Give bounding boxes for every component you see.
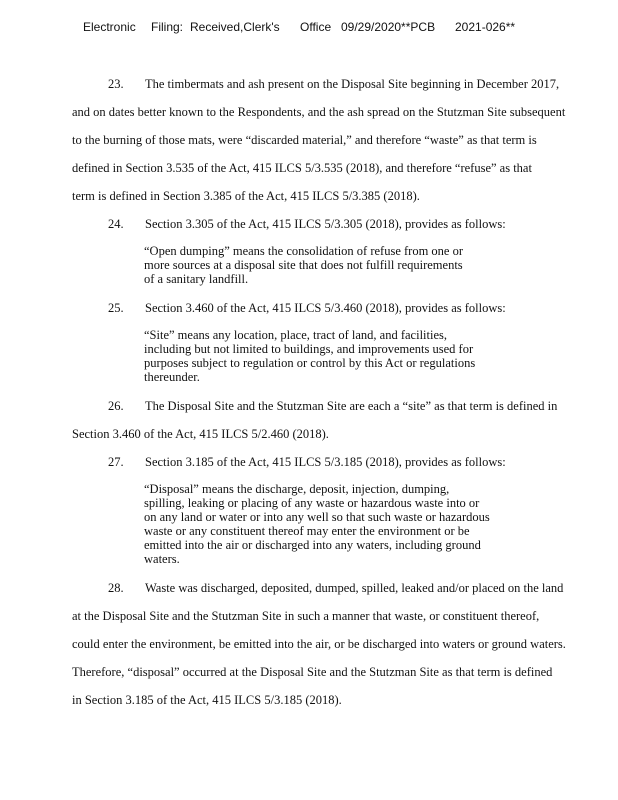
paragraph-line: The timbermats and ash present on the Disposal Site beginning in December 2017,: [145, 77, 560, 91]
header-office: Office: [300, 20, 332, 34]
quote-line: including but not limited to buildings, and improvements used for: [144, 342, 474, 356]
paragraph-number: 27.: [108, 455, 124, 469]
paragraph-line: Waste was discharged, deposited, dumped, spilled, leaked and/or placed on the land: [145, 581, 564, 595]
paragraph-line: Therefore, “disposal” occurred at the Disposal Site and the Stutzman Site as that term is defined: [72, 665, 553, 679]
header-electronic: Electronic: [83, 20, 136, 34]
paragraph-26: [72, 392, 592, 448]
quote-line: on any land or water or into any well so that such waste or hazardous: [144, 510, 490, 524]
quote-line: “Site” means any location, place, tract of land, and facilities,: [144, 328, 448, 342]
paragraph-24: [72, 210, 592, 286]
block-quote-open-dumping: [144, 244, 504, 286]
document-body: [72, 70, 592, 714]
paragraph-number: 23.: [108, 77, 124, 91]
paragraph-line: The Disposal Site and the Stutzman Site are each a “site” as that term is defined in: [145, 399, 558, 413]
paragraph-line: to the burning of those mats, were “discarded material,” and therefore “waste” as that term is: [72, 133, 537, 147]
quote-line: of a sanitary landfill.: [144, 272, 249, 286]
quote-line: spilling, leaking or placing of any waste or hazardous waste into or: [144, 496, 480, 510]
paragraph-line: in Section 3.185 of the Act, 415 ILCS 5/3.185 (2018).: [72, 693, 342, 707]
paragraph-number: 25.: [108, 301, 124, 315]
quote-line: purposes subject to regulation or control by this Act or regulations: [144, 356, 476, 370]
paragraph-23: [72, 70, 592, 210]
quote-line: emitted into the air or discharged into any waters, including ground: [144, 538, 481, 552]
paragraph-28: [72, 574, 592, 714]
header-case: 2021-026**: [455, 20, 516, 34]
paragraph-line: and on dates better known to the Respondents, and the ash spread on the Stutzman Site subsequent: [72, 105, 566, 119]
header-filing: Filing:: [151, 20, 184, 34]
paragraph-number: 26.: [108, 399, 124, 413]
header-date: 09/29/2020**PCB: [341, 20, 436, 34]
quote-line: waste or any constituent thereof may enter the environment or be: [144, 524, 470, 538]
quote-line: “Disposal” means the discharge, deposit, injection, dumping,: [144, 482, 450, 496]
paragraph-line: Section 3.185 of the Act, 415 ILCS 5/3.185 (2018), provides as follows:: [145, 455, 506, 469]
header-received: Received,Clerk's: [190, 20, 280, 34]
paragraph-line: defined in Section 3.535 of the Act, 415 ILCS 5/3.535 (2018), and therefore “refuse” as that: [72, 161, 532, 175]
paragraph-line: term is defined in Section 3.385 of the Act, 415 ILCS 5/3.385 (2018).: [72, 189, 420, 203]
block-quote-disposal: [144, 482, 504, 566]
quote-line: “Open dumping” means the consolidation of refuse from one or: [144, 244, 464, 258]
quote-line: waters.: [144, 552, 180, 566]
quote-line: more sources at a disposal site that does not fulfill requirements: [144, 258, 463, 272]
paragraph-line: could enter the environment, be emitted into the air, or be discharged into waters or ground waters.: [72, 637, 566, 651]
paragraph-line: at the Disposal Site and the Stutzman Site in such a manner that waste, or constituent thereof,: [72, 609, 540, 623]
paragraph-number: 24.: [108, 217, 124, 231]
paragraph-25: [72, 294, 592, 384]
paragraph-number: 28.: [108, 581, 124, 595]
paragraph-line: Section 3.460 of the Act, 415 ILCS 5/2.460 (2018).: [72, 427, 329, 441]
quote-line: thereunder.: [144, 370, 200, 384]
paragraph-27: [72, 448, 592, 566]
block-quote-site: [144, 328, 504, 384]
paragraph-line: Section 3.305 of the Act, 415 ILCS 5/3.305 (2018), provides as follows:: [145, 217, 506, 231]
paragraph-line: Section 3.460 of the Act, 415 ILCS 5/3.460 (2018), provides as follows:: [145, 301, 506, 315]
